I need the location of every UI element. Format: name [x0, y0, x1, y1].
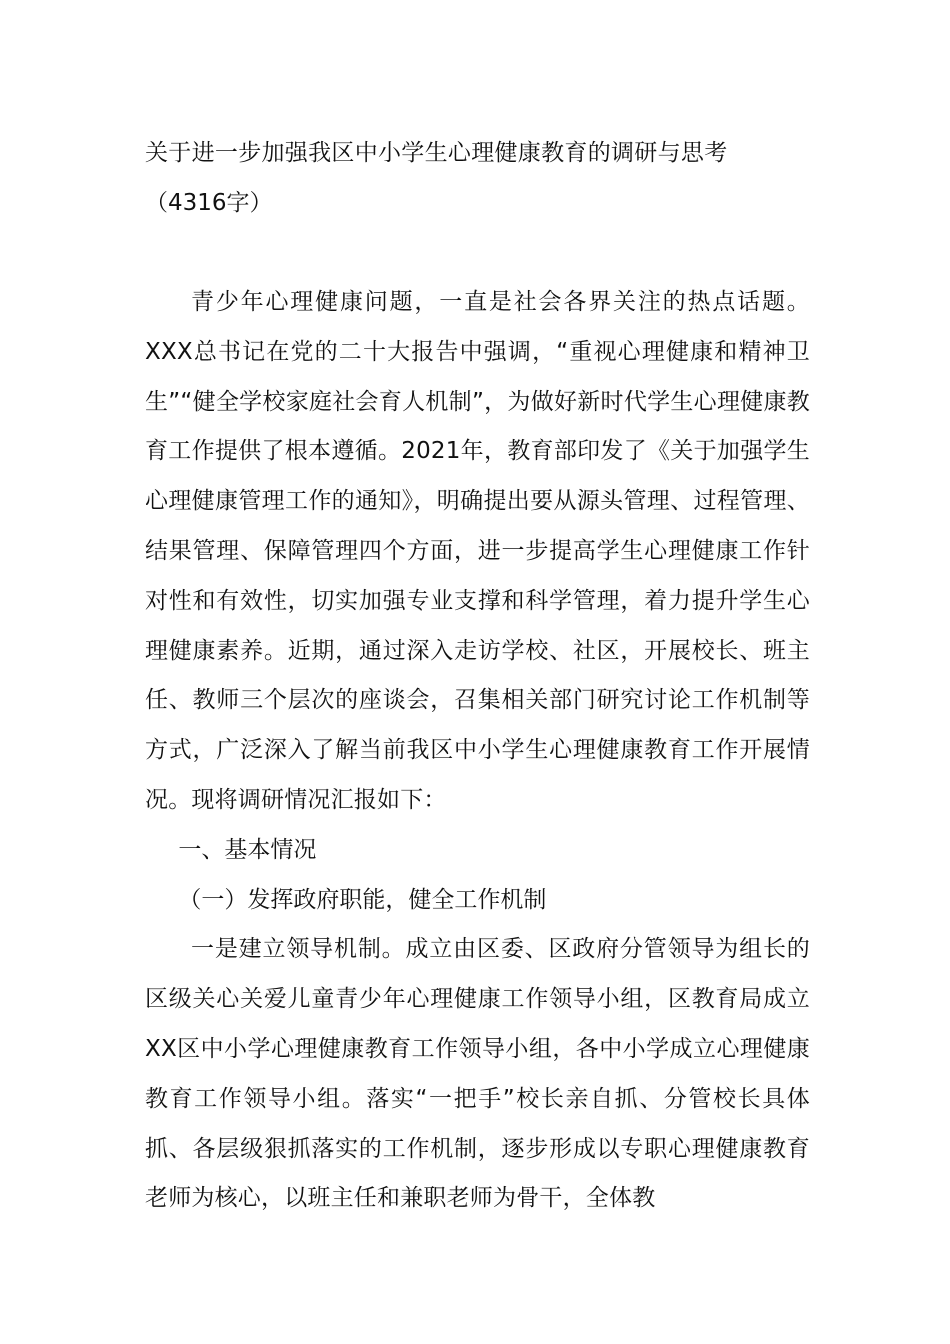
subsection-heading-government-role: （一）发挥政府职能，健全工作机制	[178, 886, 547, 913]
document-title: 关于进一步加强我区中小学生心理健康教育的调研与思考	[145, 140, 728, 166]
body-paragraph-leadership: 一是建立领导机制。成立由区委、区政府分管领导为组长的区级关心关爱儿童青少年心理健康工作领导小组，区教育局成立XX区中小学心理健康教育工作领导小组，各中小学成立心理健康教育工作领导小组。落实“一把手”校长亲自抓、分管校长具体抓、各层级狠抓落实的工作机制，逐步形成以专职心理健康教育老师为核心，以班主任和兼职老师为骨干，全体教	[145, 936, 810, 1212]
word-count: （4316字）	[145, 190, 273, 216]
intro-paragraph: 青少年心理健康问题，一直是社会各界关注的热点话题。XXX总书记在党的二十大报告中强调，“重视心理健康和精神卫生”“健全学校家庭社会育人机制”，为做好新时代学生心理健康教育工作提供了根本遵循。2021年，教育部印发了《关于加强学生心理健康管理工作的通知》，明确提出要从源头管理、过程管理、结果管理、保障管理四个方面，进一步提高学生心理健康工作针对性和有效性，切实加强专业支撑和科学管理，着力提升学生心理健康素养。近期，通过深入走访学校、社区，开展校长、班主任、教师三个层次的座谈会，召集相关部门研究讨论工作机制等方式，广泛深入了解当前我区中小学生心理健康教育工作开展情况。现将调研情况汇报如下：	[145, 289, 810, 813]
document-page	[145, 128, 810, 1224]
section-heading-basic-situation: 一、基本情况	[178, 836, 317, 863]
spacer	[145, 228, 810, 278]
